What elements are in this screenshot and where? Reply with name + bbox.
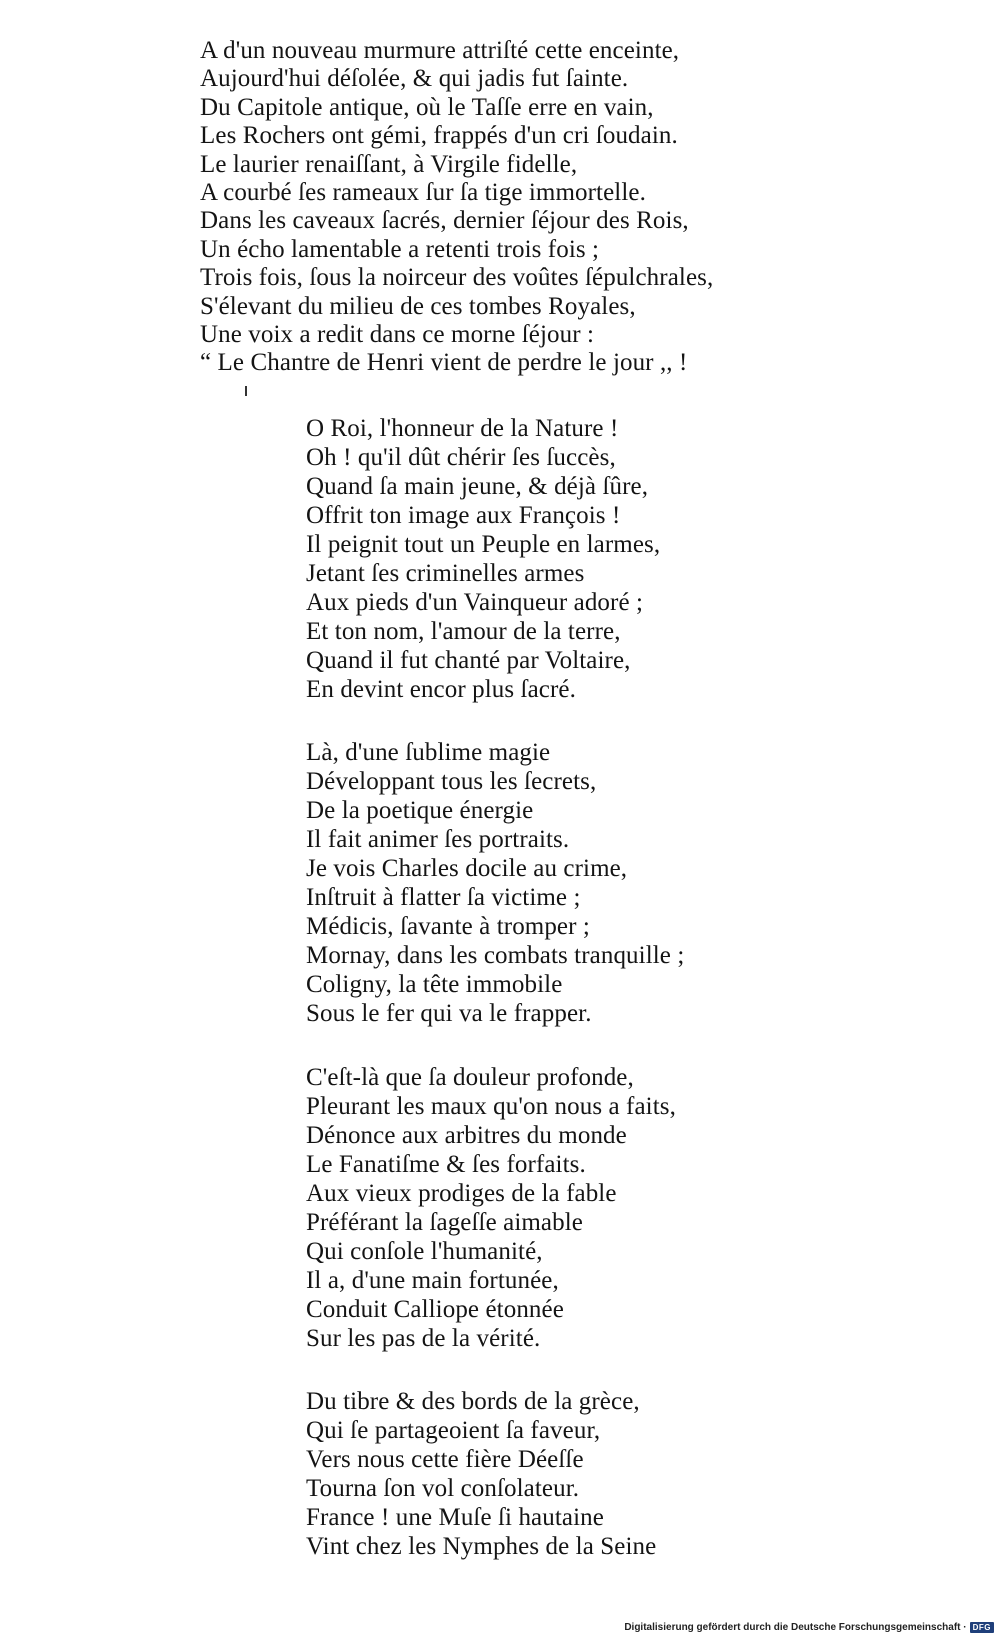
verse-line: Vers nous cette fière Déeſſe (306, 1446, 584, 1473)
verse-line: Inſtruit à flatter ſa victime ; (306, 884, 581, 911)
verse-line: Du Capitole antique, où le Taſſe erre en vain, (200, 93, 654, 121)
verse-line: Qui conſole l'humanité, (306, 1238, 543, 1265)
verse-line: Du tibre & des bords de la grèce, (306, 1388, 640, 1415)
verse-line: Le laurier renaiſſant, à Virgile fidelle, (200, 150, 578, 178)
verse-line: “ Le Chantre de Henri vient de perdre le jour ,, ! (200, 349, 688, 377)
verse-line: Les Rochers ont gémi, frappés d'un cri ſoudain. (200, 122, 678, 150)
verse-line: Tourna ſon vol conſolateur. (306, 1475, 580, 1502)
ink-mark (245, 386, 247, 396)
stanza-3 (306, 1063, 676, 1353)
verse-line: Quand il fut chanté par Voltaire, (306, 647, 631, 674)
verse-line: Aux vieux prodiges de la fable (306, 1180, 617, 1207)
verse-line: Et ton nom, l'amour de la terre, (306, 618, 621, 645)
verse-line: Préférant la ſageſſe aimable (306, 1209, 583, 1236)
verse-line: Oh ! qu'il dût chérir ſes ſuccès, (306, 444, 616, 471)
verse-line: En devint encor plus ſacré. (306, 676, 576, 703)
verse-line: Pleurant les maux qu'on nous a faits, (306, 1093, 676, 1120)
credit-text: Digitalisierung gefördert durch die Deutsche Forschungsgemeinschaft · (624, 1621, 967, 1633)
verse-line: Dénonce aux arbitres du monde (306, 1122, 627, 1149)
verse-line: Un écho lamentable a retenti trois fois ; (200, 235, 600, 263)
dfg-logo-icon: DFG (970, 1622, 994, 1633)
verse-line: O Roi, l'honneur de la Nature ! (306, 415, 619, 442)
verse-line: Quand ſa main jeune, & déjà ſûre, (306, 473, 649, 500)
verse-line: Coligny, la tête immobile (306, 971, 563, 998)
verse-line: Je vois Charles docile au crime, (306, 855, 628, 882)
verse-line: Offrit ton image aux François ! (306, 502, 621, 529)
stanza-1 (306, 414, 660, 704)
verse-line: Conduit Calliope étonnée (306, 1296, 564, 1323)
verse-line: Mornay, dans les combats tranquille ; (306, 942, 685, 969)
verse-line: S'élevant du milieu de ces tombes Royales, (200, 292, 636, 320)
verse-line: Vint chez les Nymphes de la Seine (306, 1533, 657, 1560)
verse-line: Qui ſe partageoient ſa faveur, (306, 1417, 601, 1444)
digitization-credit (624, 1620, 994, 1634)
verse-line: Aux pieds d'un Vainqueur adoré ; (306, 589, 644, 616)
intro-verse (200, 37, 713, 378)
verse-line: Le Fanatiſme & ſes forfaits. (306, 1151, 586, 1178)
verse-line: Jetant ſes criminelles armes (306, 560, 585, 587)
stanza-4 (306, 1387, 656, 1561)
verse-line: A d'un nouveau murmure attriſté cette enceinte, (200, 37, 680, 64)
verse-line: Il a, d'une main fortunée, (306, 1267, 559, 1294)
verse-line: Sur les pas de la vérité. (306, 1325, 541, 1352)
verse-line: Trois fois, ſous la noirceur des voûtes ſépulchrales, (200, 264, 714, 292)
verse-line: Développant tous les ſecrets, (306, 768, 597, 795)
verse-line: Aujourd'hui déſolée, & qui jadis fut ſainte. (200, 65, 629, 93)
verse-line: De la poetique énergie (306, 797, 534, 824)
verse-line: Dans les caveaux ſacrés, dernier ſéjour des Rois, (200, 207, 689, 235)
verse-line: Une voix a redit dans ce morne ſéjour : (200, 321, 595, 349)
verse-line: A courbé ſes rameaux ſur ſa tige immortelle. (200, 179, 646, 207)
verse-line: France ! une Muſe ſi hautaine (306, 1504, 604, 1531)
verse-line: C'eſt-là que ſa douleur profonde, (306, 1064, 634, 1091)
verse-line: Médicis, ſavante à tromper ; (306, 913, 590, 940)
verse-line: Là, d'une ſublime magie (306, 739, 551, 766)
verse-line: Sous le fer qui va le frapper. (306, 1000, 592, 1027)
stanza-2 (306, 738, 684, 1028)
verse-line: Il fait animer ſes portraits. (306, 826, 570, 853)
verse-line: Il peignit tout un Peuple en larmes, (306, 531, 661, 558)
